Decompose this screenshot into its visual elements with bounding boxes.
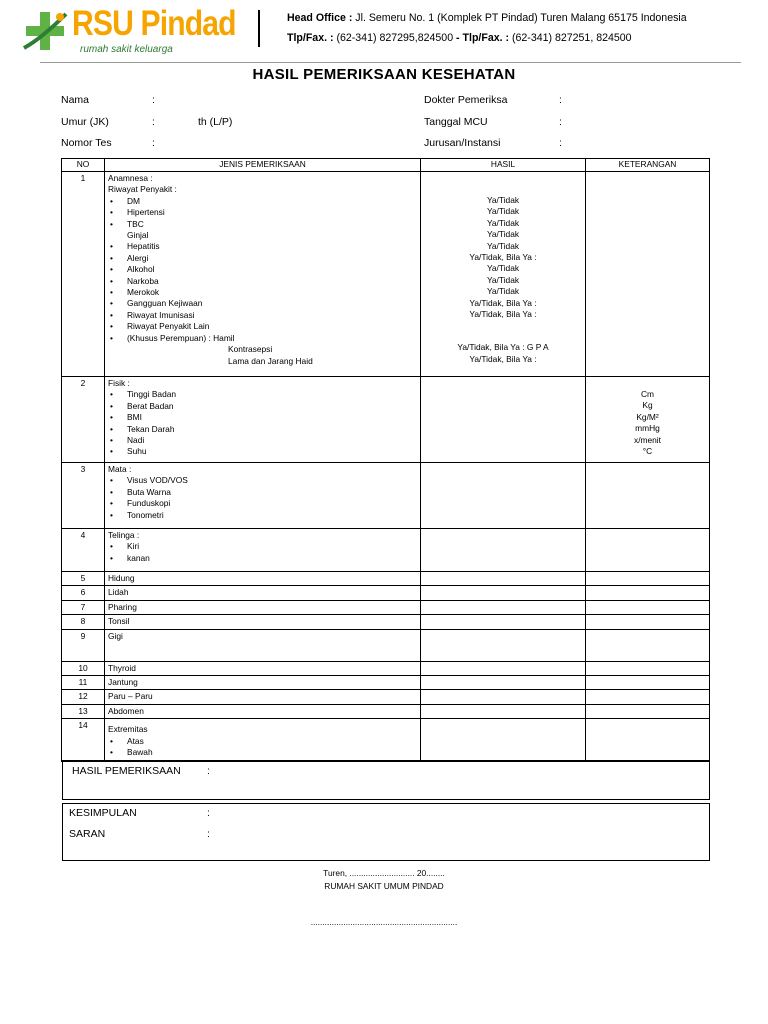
letterhead <box>0 0 768 62</box>
row-no: 10 <box>62 661 105 675</box>
list-item: • TBC <box>108 219 417 230</box>
umur-colon: : <box>152 116 155 128</box>
hasil-value: Ya/Tidak <box>486 206 520 217</box>
header-jenis: JENIS PEMERIKSAAN <box>105 159 421 172</box>
list-item: • Narkoba <box>108 276 417 287</box>
row-no: 6 <box>62 586 105 600</box>
hasil-pemeriksaan-box <box>62 760 710 800</box>
table-row <box>62 629 710 661</box>
logo-tagline: rumah sakit keluarga <box>80 44 173 55</box>
list-item: • Nadi <box>108 435 417 446</box>
row-keterangan <box>586 690 710 704</box>
row-hasil <box>421 377 586 463</box>
row-jenis: Jantung <box>105 676 421 690</box>
phone-line <box>287 32 632 44</box>
list-item: • Riwayat Imunisasi <box>108 310 417 321</box>
list-item: • (Khusus Perempuan) : Hamil <box>108 333 417 344</box>
riwayat-subtitle: Riwayat Penyakit : <box>108 184 177 195</box>
hasil-value: Ya/Tidak, Bila Ya : G P A <box>457 342 549 353</box>
table-row <box>62 172 710 377</box>
hasil-value: Ya/Tidak <box>486 240 520 251</box>
row-no: 5 <box>62 572 105 586</box>
row-hasil <box>421 586 586 600</box>
row-hasil <box>421 690 586 704</box>
row-hasil <box>421 172 586 377</box>
signature-organization: RUMAH SAKIT UMUM PINDAD <box>324 881 444 891</box>
table-row <box>62 572 710 586</box>
hasil-value: Ya/Tidak <box>486 229 520 240</box>
row-jenis: Gigi <box>105 629 421 661</box>
hasil-value: Ya/Tidak, Bila Ya : <box>469 309 537 320</box>
nama-colon: : <box>152 94 155 106</box>
unit-value: Cm <box>640 389 655 399</box>
row-hasil <box>421 463 586 529</box>
row-keterangan <box>586 615 710 629</box>
hasil-value: Ya/Tidak <box>486 217 520 228</box>
tlp-value-2: (62-341) 827251, 824500 <box>511 32 632 44</box>
row-no: 3 <box>62 463 105 529</box>
list-item: • Merokok <box>108 287 417 298</box>
row-keterangan <box>586 463 710 529</box>
list-item: • Hepatitis <box>108 241 417 252</box>
table-row <box>62 719 710 762</box>
examination-table <box>61 158 710 762</box>
row-no: 11 <box>62 676 105 690</box>
table-row <box>62 615 710 629</box>
row-keterangan <box>586 600 710 614</box>
row-jenis: Paru – Paru <box>105 690 421 704</box>
table-row <box>62 377 710 463</box>
list-item: • BMI <box>108 412 417 423</box>
row-hasil <box>421 572 586 586</box>
row-hasil <box>421 704 586 718</box>
table-row <box>62 704 710 718</box>
row-jenis <box>105 529 421 572</box>
anamnesa-title: Anamnesa : <box>108 173 153 183</box>
row-no: 1 <box>62 172 105 377</box>
header-divider <box>258 10 260 47</box>
table-row <box>62 529 710 572</box>
list-item: • Berat Badan <box>108 401 417 412</box>
row-no: 7 <box>62 600 105 614</box>
dokter-label: Dokter Pemeriksa <box>424 94 508 106</box>
list-item: • Tinggi Badan <box>108 389 417 400</box>
row-jenis: Lidah <box>105 586 421 600</box>
row-hasil <box>421 615 586 629</box>
list-item: • Riwayat Penyakit Lain <box>108 321 417 332</box>
row-keterangan <box>586 529 710 572</box>
list-item: • DM <box>108 196 417 207</box>
kesimpulan-label: KESIMPULAN <box>69 807 137 819</box>
list-item: • Gangguan Kejiwaan <box>108 298 417 309</box>
table-header-row <box>62 159 710 172</box>
row-keterangan <box>586 629 710 661</box>
logo-name: RSU Pindad <box>72 4 236 43</box>
jurusan-colon: : <box>559 137 562 149</box>
row-jenis: Tonsil <box>105 615 421 629</box>
row-no: 13 <box>62 704 105 718</box>
table-row <box>62 600 710 614</box>
list-item: • Tonometri <box>108 510 417 521</box>
list-item: • Funduskopi <box>108 498 417 509</box>
list-item: • Visus VOD/VOS <box>108 475 417 486</box>
row-no: 4 <box>62 529 105 572</box>
saran-colon: : <box>207 828 210 840</box>
nomor-colon: : <box>152 137 155 149</box>
unit-value: °C <box>642 446 653 457</box>
row-no: 9 <box>62 629 105 661</box>
hasil-pemeriksaan-label: HASIL PEMERIKSAAN <box>72 765 181 777</box>
row-jenis <box>105 719 421 762</box>
unit-value: mmHg <box>635 423 660 434</box>
unit-value: x/menit <box>634 434 661 445</box>
row-jenis: Abdomen <box>105 704 421 718</box>
dokter-colon: : <box>559 94 562 106</box>
hasil-value: Ya/Tidak, Bila Ya : <box>469 353 537 364</box>
fisik-title: Fisik : <box>108 378 130 388</box>
list-item: • Bawah <box>108 747 417 758</box>
row-jenis: Hidung <box>105 572 421 586</box>
list-item: • Alkohol <box>108 264 417 275</box>
hasil-pemeriksaan-colon: : <box>207 765 210 777</box>
row-no: 14 <box>62 719 105 762</box>
table-row <box>62 676 710 690</box>
tlp-value-1: (62-341) 827295,824500 <box>336 32 454 44</box>
row-keterangan <box>586 572 710 586</box>
header-rule <box>40 62 741 63</box>
table-row <box>62 661 710 675</box>
tlp-label-1: Tlp/Fax. : <box>287 32 334 44</box>
row-hasil <box>421 529 586 572</box>
hasil-value: Ya/Tidak <box>486 274 520 285</box>
list-item: • Tekan Darah <box>108 424 417 435</box>
hasil-value: Ya/Tidak <box>486 263 520 274</box>
list-item: Ginjal <box>127 230 149 241</box>
signature-line: ............................................................... <box>310 917 458 927</box>
row-no: 2 <box>62 377 105 463</box>
nomor-label: Nomor Tes <box>61 137 112 149</box>
tlp-separator: - <box>456 32 460 44</box>
row-hasil <box>421 600 586 614</box>
unit-value: Kg <box>642 400 653 411</box>
hasil-value: Ya/Tidak <box>486 195 520 205</box>
tanggal-label: Tanggal MCU <box>424 116 488 128</box>
list-item: • Kiri <box>108 541 417 552</box>
row-no: 12 <box>62 690 105 704</box>
list-item: Kontrasepsi <box>228 344 273 355</box>
head-office-label: Head Office : <box>287 12 353 24</box>
header-hasil: HASIL <box>421 159 586 172</box>
header-no: NO <box>62 159 105 172</box>
hospital-cross-logo-icon <box>22 8 68 54</box>
hasil-value: Ya/Tidak, Bila Ya : <box>469 297 537 308</box>
row-jenis <box>105 463 421 529</box>
telinga-title: Telinga : <box>108 530 140 540</box>
row-no: 8 <box>62 615 105 629</box>
hasil-value: Ya/Tidak <box>486 286 520 297</box>
row-keterangan <box>586 704 710 718</box>
table-row <box>62 463 710 529</box>
row-keterangan <box>586 661 710 675</box>
list-item: • Buta Warna <box>108 487 417 498</box>
header-keterangan: KETERANGAN <box>586 159 710 172</box>
jurusan-label: Jurusan/Instansi <box>424 137 501 149</box>
kesimpulan-saran-box <box>62 803 710 861</box>
row-jenis <box>105 172 421 377</box>
row-keterangan <box>586 719 710 762</box>
umur-label: Umur (JK) <box>61 116 109 128</box>
extremitas-title: Extremitas <box>108 724 148 735</box>
row-hasil <box>421 676 586 690</box>
row-keterangan <box>586 377 710 463</box>
row-keterangan <box>586 586 710 600</box>
tanggal-colon: : <box>559 116 562 128</box>
row-hasil <box>421 661 586 675</box>
hasil-value: Ya/Tidak, Bila Ya : <box>469 252 537 263</box>
page-title: HASIL PEMERIKSAAN KESEHATAN <box>252 66 516 83</box>
list-item: Lama dan Jarang Haid <box>228 355 313 366</box>
nama-label: Nama <box>61 94 90 106</box>
table-row <box>62 690 710 704</box>
saran-label: SARAN <box>69 828 106 840</box>
kesimpulan-colon: : <box>207 807 210 819</box>
head-office-line <box>287 12 687 24</box>
table-row <box>62 586 710 600</box>
th-label: th (L/P) <box>198 116 233 128</box>
list-item: • Hipertensi <box>108 207 417 218</box>
row-hasil <box>421 719 586 762</box>
head-office-address: Jl. Semeru No. 1 (Komplek PT Pindad) Turen Malang 65175 Indonesia <box>355 12 687 24</box>
list-item: • Suhu <box>108 446 417 457</box>
row-hasil <box>421 629 586 661</box>
unit-value: Kg/M² <box>636 411 659 422</box>
signature-place-date: Turen, ............................ 20........ <box>323 868 445 878</box>
list-item: • Alergi <box>108 253 417 264</box>
row-jenis: Pharing <box>105 600 421 614</box>
row-jenis: Thyroid <box>105 661 421 675</box>
list-item: • Atas <box>108 736 417 747</box>
tlp-label-2: Tlp/Fax. : <box>462 32 510 44</box>
row-keterangan <box>586 172 710 377</box>
row-keterangan <box>586 676 710 690</box>
mata-title: Mata : <box>108 464 132 474</box>
row-jenis <box>105 377 421 463</box>
list-item: • kanan <box>108 553 417 564</box>
